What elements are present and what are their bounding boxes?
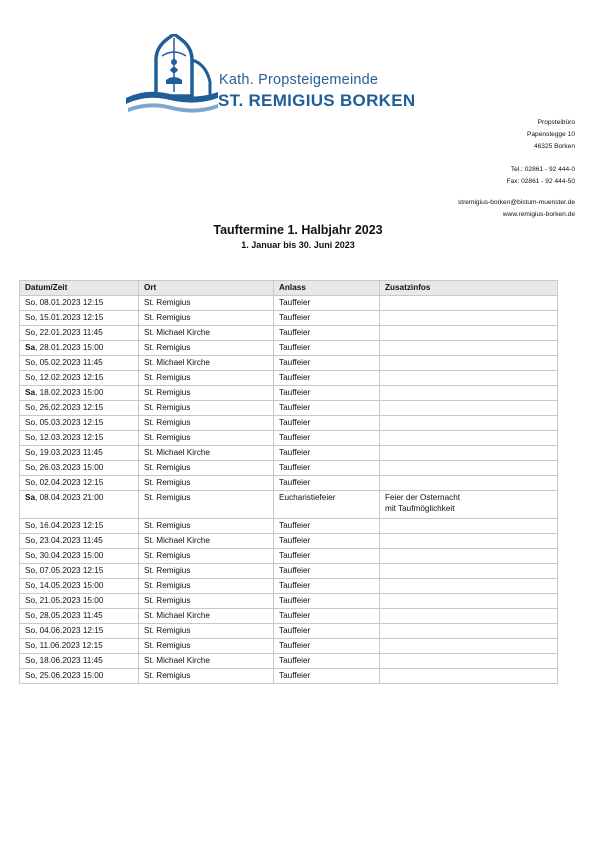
cell-occasion: Tauffeier [274, 639, 380, 654]
cell-weekday: So [25, 611, 36, 620]
cell-datetime: 28.01.2023 15:00 [39, 343, 104, 352]
cell-place: St. Remigius [139, 311, 274, 326]
cell-date: So, 23.04.2023 11:45 [20, 534, 139, 549]
contact-web[interactable]: www.remigius-borken.de [502, 211, 575, 218]
cell-info [380, 446, 558, 461]
cell-datetime: 08.01.2023 12:15 [39, 298, 104, 307]
cell-weekday: So [25, 373, 36, 382]
cell-info [380, 534, 558, 549]
cell-info [380, 386, 558, 401]
cell-occasion: Tauffeier [274, 669, 380, 684]
table-row [20, 311, 558, 326]
cell-weekday: So [25, 536, 36, 545]
cell-date: So, 07.05.2023 12:15 [20, 564, 139, 579]
cell-occasion: Tauffeier [274, 371, 380, 386]
cell-place: St. Remigius [139, 461, 274, 476]
cell-occasion: Tauffeier [274, 356, 380, 371]
cell-datetime: 12.02.2023 12:15 [39, 373, 104, 382]
cell-occasion: Tauffeier [274, 296, 380, 311]
cell-datetime: 19.03.2023 11:45 [39, 448, 103, 457]
cell-weekday: Sa [25, 343, 36, 352]
cell-place: St. Remigius [139, 639, 274, 654]
contact-address [527, 117, 575, 153]
cell-place: St. Remigius [139, 491, 274, 519]
cell-occasion: Tauffeier [274, 326, 380, 341]
cell-occasion: Tauffeier [274, 461, 380, 476]
cell-occasion: Tauffeier [274, 416, 380, 431]
cell-info [380, 341, 558, 356]
cell-datetime: 05.03.2023 12:15 [39, 418, 104, 427]
contact-city: 46325 Borken [533, 143, 575, 150]
cell-date: So, 02.04.2023 12:15 [20, 476, 139, 491]
wave-icon [126, 92, 218, 104]
cell-occasion: Tauffeier [274, 594, 380, 609]
cell-place: St. Remigius [139, 579, 274, 594]
cell-occasion: Tauffeier [274, 341, 380, 356]
cell-occasion: Tauffeier [274, 609, 380, 624]
contact-fax: Fax: 02861 - 92 444-50 [506, 178, 575, 185]
cell-weekday: So [25, 671, 36, 680]
col-header-date: Datum/Zeit [20, 281, 139, 296]
cell-date: So, 28.05.2023 11:45 [20, 609, 139, 624]
cell-occasion: Tauffeier [274, 579, 380, 594]
cell-weekday: So [25, 581, 36, 590]
table-row [20, 401, 558, 416]
cell-datetime: 05.02.2023 11:45 [39, 358, 103, 367]
cell-place: St. Michael Kirche [139, 446, 274, 461]
cell-datetime: 22.01.2023 11:45 [39, 328, 103, 337]
cell-datetime: 25.06.2023 15:00 [39, 671, 104, 680]
contact-online [458, 197, 575, 221]
cell-weekday: So [25, 641, 36, 650]
cell-place: St. Remigius [139, 401, 274, 416]
cell-occasion: Eucharistiefeier [274, 491, 380, 519]
cell-place: St. Remigius [139, 416, 274, 431]
table-row [20, 579, 558, 594]
cell-info [380, 491, 558, 519]
cell-weekday: So [25, 328, 36, 337]
page-subtitle: 1. Januar bis 30. Juni 2023 [241, 240, 355, 250]
cell-info [380, 476, 558, 491]
cell-place: St. Remigius [139, 296, 274, 311]
cell-occasion: Tauffeier [274, 401, 380, 416]
cell-occasion: Tauffeier [274, 519, 380, 534]
cell-occasion: Tauffeier [274, 534, 380, 549]
table-row [20, 639, 558, 654]
cell-datetime: 28.05.2023 11:45 [39, 611, 103, 620]
cell-info [380, 401, 558, 416]
table-row [20, 609, 558, 624]
cell-occasion: Tauffeier [274, 386, 380, 401]
cell-place: St. Michael Kirche [139, 356, 274, 371]
cell-datetime: 16.04.2023 12:15 [39, 521, 104, 530]
cell-info [380, 431, 558, 446]
cell-date: So, 18.06.2023 11:45 [20, 654, 139, 669]
cell-info [380, 549, 558, 564]
cell-datetime: 30.04.2023 15:00 [39, 551, 104, 560]
cell-datetime: 26.02.2023 12:15 [39, 403, 104, 412]
cell-weekday: So [25, 403, 36, 412]
table-row [20, 519, 558, 534]
cell-weekday: So [25, 448, 36, 457]
cell-place: St. Remigius [139, 519, 274, 534]
cell-datetime: 26.03.2023 15:00 [39, 463, 104, 472]
cell-date: So, 30.04.2023 15:00 [20, 549, 139, 564]
cell-info [380, 579, 558, 594]
table-row [20, 654, 558, 669]
table-row [20, 296, 558, 311]
col-header-info: Zusatzinfos [380, 281, 558, 296]
cell-datetime: 08.04.2023 21:00 [39, 493, 104, 502]
cell-info [380, 624, 558, 639]
cell-date: So, 25.06.2023 15:00 [20, 669, 139, 684]
table-row [20, 371, 558, 386]
cell-occasion: Tauffeier [274, 476, 380, 491]
org-name-line2: ST. REMIGIUS BORKEN [218, 91, 416, 110]
table-row [20, 431, 558, 446]
cell-place: St. Remigius [139, 476, 274, 491]
cell-place: St. Remigius [139, 669, 274, 684]
cell-place: St. Remigius [139, 386, 274, 401]
contact-office: Propsteibüro [537, 119, 575, 126]
cell-weekday: Sa [25, 388, 36, 397]
cell-weekday: So [25, 626, 36, 635]
cell-occasion: Tauffeier [274, 624, 380, 639]
cell-datetime: 02.04.2023 12:15 [39, 478, 104, 487]
cell-info-line2: mit Taufmöglichkeit [385, 504, 455, 513]
cell-date: So, 22.01.2023 11:45 [20, 326, 139, 341]
table-row [20, 549, 558, 564]
contact-street: Papenstegge 10 [526, 131, 575, 138]
cell-date: So, 12.02.2023 12:15 [20, 371, 139, 386]
cell-datetime: 18.06.2023 11:45 [39, 656, 103, 665]
cell-date: So, 26.02.2023 12:15 [20, 401, 139, 416]
cell-date: So, 15.01.2023 12:15 [20, 311, 139, 326]
cell-date: So, 05.02.2023 11:45 [20, 356, 139, 371]
cell-info [380, 639, 558, 654]
cell-place: St. Remigius [139, 371, 274, 386]
cell-place: St. Remigius [139, 431, 274, 446]
cell-weekday: So [25, 463, 36, 472]
contact-phone [506, 164, 575, 188]
cell-occasion: Tauffeier [274, 311, 380, 326]
table-row [20, 386, 558, 401]
cell-occasion: Tauffeier [274, 654, 380, 669]
cell-place: St. Remigius [139, 341, 274, 356]
cell-date: So, 21.05.2023 15:00 [20, 594, 139, 609]
baptism-dates-table [19, 280, 558, 684]
col-header-occasion: Anlass [274, 281, 380, 296]
cell-datetime: 15.01.2023 12:15 [39, 313, 104, 322]
table-row [20, 461, 558, 476]
cell-occasion: Tauffeier [274, 549, 380, 564]
cell-date: Sa, 18.02.2023 15:00 [20, 386, 139, 401]
cell-weekday: So [25, 478, 36, 487]
cell-place: St. Michael Kirche [139, 534, 274, 549]
table-row [20, 416, 558, 431]
cell-info [380, 669, 558, 684]
cell-weekday: Sa [25, 493, 36, 502]
table-row [20, 326, 558, 341]
cell-place: St. Michael Kirche [139, 326, 274, 341]
cell-info [380, 296, 558, 311]
cell-date: Sa, 28.01.2023 15:00 [20, 341, 139, 356]
cell-weekday: So [25, 433, 36, 442]
cell-date: So, 08.01.2023 12:15 [20, 296, 139, 311]
cell-info [380, 326, 558, 341]
org-name-line1: Kath. Propsteigemeinde [219, 72, 379, 88]
cell-info [380, 461, 558, 476]
cell-occasion: Tauffeier [274, 446, 380, 461]
cell-date: So, 14.05.2023 15:00 [20, 579, 139, 594]
cell-weekday: So [25, 521, 36, 530]
cell-info [380, 594, 558, 609]
cell-date: So, 26.03.2023 15:00 [20, 461, 139, 476]
table-row [20, 446, 558, 461]
contact-email[interactable]: stremigius-borken@bistum-muenster.de [457, 199, 575, 206]
cell-datetime: 12.03.2023 12:15 [39, 433, 104, 442]
table-body [20, 296, 558, 684]
cell-datetime: 07.05.2023 12:15 [39, 566, 104, 575]
cell-datetime: 14.05.2023 15:00 [39, 581, 104, 590]
table-row [20, 476, 558, 491]
cell-datetime: 21.05.2023 15:00 [39, 596, 104, 605]
cell-info [380, 609, 558, 624]
table-row [20, 491, 558, 519]
cell-place: St. Remigius [139, 564, 274, 579]
cell-place: St. Remigius [139, 624, 274, 639]
cell-info [380, 371, 558, 386]
table-row [20, 356, 558, 371]
cell-datetime: 11.06.2023 12:15 [39, 641, 103, 650]
cell-info [380, 356, 558, 371]
table-row [20, 669, 558, 684]
cell-weekday: So [25, 566, 36, 575]
cell-date: Sa, 08.04.2023 21:00 [20, 491, 139, 519]
cell-place: St. Michael Kirche [139, 609, 274, 624]
cell-weekday: So [25, 358, 36, 367]
cell-datetime: 18.02.2023 15:00 [39, 388, 104, 397]
cell-weekday: So [25, 418, 36, 427]
col-header-place: Ort [139, 281, 274, 296]
cell-date: So, 11.06.2023 12:15 [20, 639, 139, 654]
table-row [20, 624, 558, 639]
table-row [20, 594, 558, 609]
cell-weekday: So [25, 313, 36, 322]
cell-occasion: Tauffeier [274, 431, 380, 446]
cell-datetime: 23.04.2023 11:45 [39, 536, 103, 545]
table-row [20, 534, 558, 549]
table-row [20, 564, 558, 579]
cell-date: So, 16.04.2023 12:15 [20, 519, 139, 534]
cell-date: So, 04.06.2023 12:15 [20, 624, 139, 639]
cell-datetime: 04.06.2023 12:15 [39, 626, 104, 635]
cell-info [380, 519, 558, 534]
cell-date: So, 12.03.2023 12:15 [20, 431, 139, 446]
cell-place: St. Michael Kirche [139, 654, 274, 669]
page-title: Tauftermine 1. Halbjahr 2023 [213, 223, 383, 237]
cell-occasion: Tauffeier [274, 564, 380, 579]
cell-date: So, 19.03.2023 11:45 [20, 446, 139, 461]
cell-weekday: So [25, 551, 36, 560]
contact-tel: Tel.: 02861 - 92 444-0 [510, 166, 575, 173]
cell-info [380, 564, 558, 579]
table-header-row [20, 281, 558, 296]
cell-place: St. Remigius [139, 594, 274, 609]
cell-weekday: So [25, 656, 36, 665]
cell-place: St. Remigius [139, 549, 274, 564]
cell-info-line1: Feier der Osternacht [385, 493, 461, 502]
cell-weekday: So [25, 596, 36, 605]
cell-info [380, 311, 558, 326]
cell-weekday: So [25, 298, 36, 307]
table-row [20, 341, 558, 356]
cell-info [380, 654, 558, 669]
cell-date: So, 05.03.2023 12:15 [20, 416, 139, 431]
cell-info [380, 416, 558, 431]
